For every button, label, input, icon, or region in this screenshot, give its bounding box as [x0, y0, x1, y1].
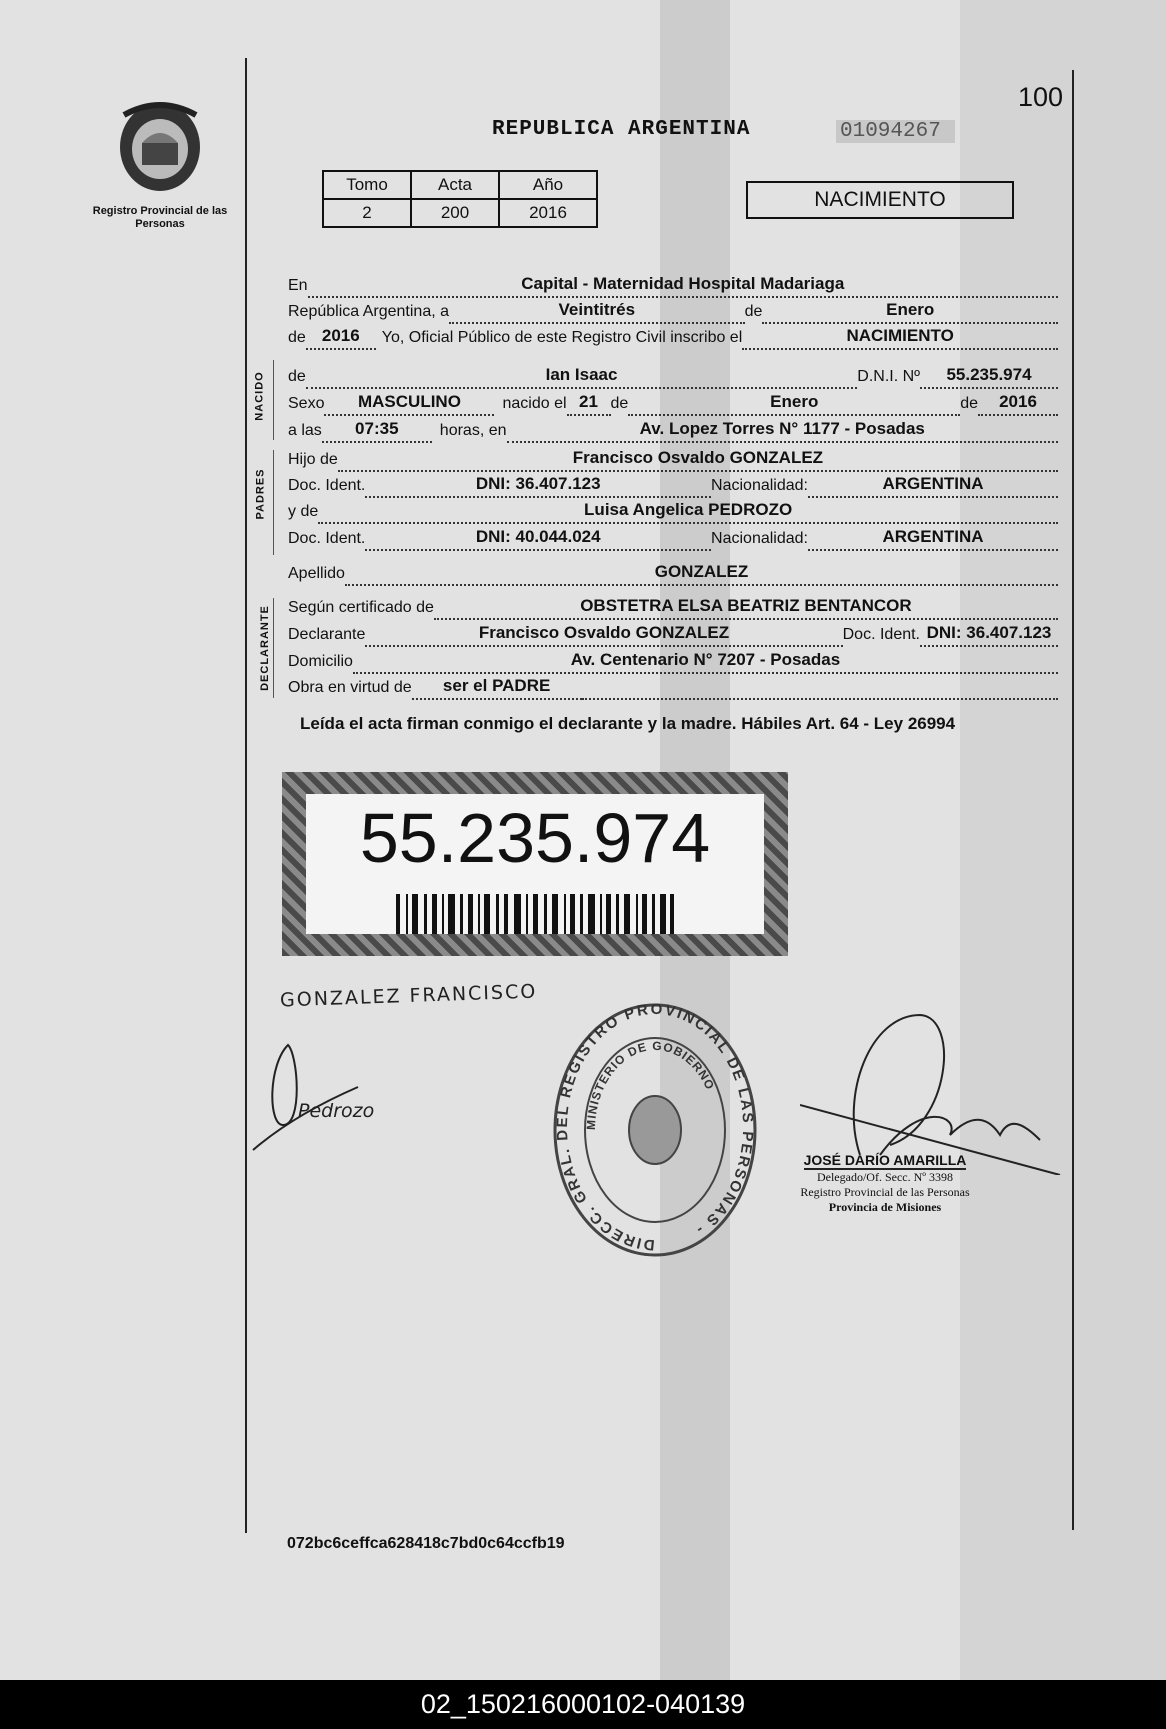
document-type-box: NACIMIENTO: [746, 181, 1014, 219]
label: Declarante: [288, 626, 366, 643]
row-padre-doc: [288, 472, 1058, 498]
declarante-value: Francisco Osvaldo GONZALEZ: [365, 623, 842, 647]
handwritten-father-name: GONZALEZ FRANCISCO: [279, 980, 538, 1012]
label: Nacionalidad:: [711, 530, 808, 547]
stamp-inner-text: MINISTERIO DE GOBIERNO: [583, 1038, 718, 1131]
label: Doc. Ident.: [842, 626, 920, 643]
official-stamp-icon: [550, 1000, 760, 1260]
certificado-value: OBSTETRA ELSA BEATRIZ BENTANCOR: [434, 596, 1058, 620]
obra-value: ser el PADRE: [412, 676, 582, 700]
row-hora: [288, 417, 1058, 443]
section-label-declarante: DECLARANTE: [258, 605, 271, 691]
provincial-shield-emblem-icon: [110, 95, 210, 195]
sexo-value: MASCULINO: [324, 392, 494, 416]
serial-number: 01094267: [836, 120, 955, 143]
section-divider: [273, 360, 274, 440]
label: Sexo: [288, 395, 325, 412]
official-signature-block: [760, 1153, 1010, 1215]
label: Nacionalidad:: [711, 477, 808, 494]
dia-letras-value: Veintitrés: [449, 300, 745, 324]
dni-value: 55.235.974: [920, 365, 1058, 389]
anio-nac-value: 2016: [978, 392, 1058, 416]
label: Doc. Ident.: [288, 477, 366, 494]
row-certificado: [288, 594, 1058, 620]
label: D.N.I. Nº: [857, 368, 920, 385]
declarante-doc-value: DNI: 36.407.123: [920, 623, 1058, 647]
madre-doc-value: DNI: 40.044.024: [365, 527, 711, 551]
label: de: [744, 303, 763, 320]
row-apellido: [288, 560, 1058, 586]
row-declarante: [288, 621, 1058, 647]
label: En: [288, 277, 308, 294]
apellido-value: GONZALEZ: [345, 562, 1058, 586]
official-title: Delegado/Of. Secc. Nº 3398: [816, 1170, 953, 1184]
section-label-nacido: NACIDO: [253, 371, 266, 421]
row-obra: [288, 674, 1058, 700]
acto-value: NACIMIENTO: [742, 326, 1058, 350]
label: de: [610, 395, 629, 412]
label: Hijo de: [288, 451, 338, 468]
dni-sticker-number: 55.235.974: [359, 799, 711, 877]
official-signature-icon: [800, 1005, 1070, 1175]
anio-value: 2016: [306, 326, 376, 350]
document-hash: 072bc6ceffca628418c7bd0c64ccfb19: [287, 1535, 565, 1552]
label: a las: [288, 422, 322, 439]
label: de: [288, 368, 306, 385]
row-lugar: [288, 272, 1058, 298]
row-nombre: [288, 363, 1058, 389]
padre-value: Francisco Osvaldo GONZALEZ: [338, 448, 1058, 472]
page-number: 100: [1018, 82, 1064, 112]
domicilio-value: Av. Centenario N° 7207 - Posadas: [353, 650, 1058, 674]
section-divider: [273, 450, 274, 555]
scan-shade: [960, 0, 1166, 1680]
row-domicilio: [288, 648, 1058, 674]
registry-header: Año: [499, 171, 597, 199]
blank-line: [582, 696, 1058, 700]
label: de: [288, 329, 306, 346]
label: de: [960, 395, 978, 412]
label: República Argentina, a: [288, 303, 449, 320]
label: horas, en: [439, 422, 507, 439]
legal-text: Leída el acta firman conmigo el declarante y la madre. Hábiles Art. 64 - Ley 26994: [300, 714, 956, 733]
right-margin-line: [1072, 70, 1074, 1530]
padre-nac-value: ARGENTINA: [808, 474, 1058, 498]
dni-sticker-inner: [306, 794, 764, 934]
label: Según certificado de: [288, 599, 434, 616]
row-madre-doc: [288, 525, 1058, 551]
mother-signature-icon: [248, 1025, 448, 1160]
mes-nac-value: Enero: [628, 392, 960, 416]
left-margin-line: [245, 58, 247, 1533]
padre-doc-value: DNI: 36.407.123: [365, 474, 711, 498]
registry-header: Tomo: [323, 171, 411, 199]
label: Apellido: [288, 565, 345, 582]
stamp-ring-text: DIRECC. GRAL. DEL REGISTRO PROVINCIAL DE LAS PERSONAS -: [553, 1000, 757, 1254]
handwritten-mother-name: Pedrozo: [298, 1100, 375, 1122]
row-inscripcion: [288, 324, 1058, 350]
direccion-nac-value: Av. Lopez Torres N° 1177 - Posadas: [507, 419, 1058, 443]
registry-value: 2016: [499, 199, 597, 227]
section-label-padres: PADRES: [254, 468, 267, 520]
registry-value: 200: [411, 199, 499, 227]
official-office: Registro Provincial de las Personas: [800, 1185, 970, 1199]
registry-header: Acta: [411, 171, 499, 199]
madre-nac-value: ARGENTINA: [808, 527, 1058, 551]
label: nacido el: [502, 395, 567, 412]
registry-value: 2: [323, 199, 411, 227]
row-sexo: [288, 390, 1058, 416]
label: Obra en virtud de: [288, 679, 412, 696]
label: Yo, Oficial Público de este Registro Civil inscribo el: [381, 329, 743, 346]
section-divider: [273, 598, 274, 698]
row-madre: [288, 498, 1058, 524]
barcode-icon: [396, 894, 676, 934]
document-title: REPUBLICA ARGENTINA: [492, 118, 751, 141]
madre-value: Luisa Angelica PEDROZO: [318, 500, 1058, 524]
file-id-footer: 02_150216000102-040139: [0, 1680, 1166, 1729]
label: Doc. Ident.: [288, 530, 366, 547]
dia-nac-value: 21: [567, 392, 611, 416]
label: y de: [288, 503, 319, 520]
hora-value: 07:35: [322, 419, 432, 443]
official-name: JOSÉ DARÍO AMARILLA: [803, 1152, 967, 1168]
row-padre: [288, 446, 1058, 472]
dni-sticker: [282, 772, 788, 956]
registry-table: [322, 170, 598, 228]
row-fecha: [288, 298, 1058, 324]
label: Domicilio: [288, 653, 353, 670]
mes-value: Enero: [762, 300, 1058, 324]
logo-caption: Registro Provincial de las Personas: [92, 205, 228, 230]
official-province: Provincia de Misiones: [828, 1200, 942, 1214]
nombre-value: Ian Isaac: [306, 365, 857, 389]
lugar-value: Capital - Maternidad Hospital Madariaga: [308, 274, 1058, 298]
